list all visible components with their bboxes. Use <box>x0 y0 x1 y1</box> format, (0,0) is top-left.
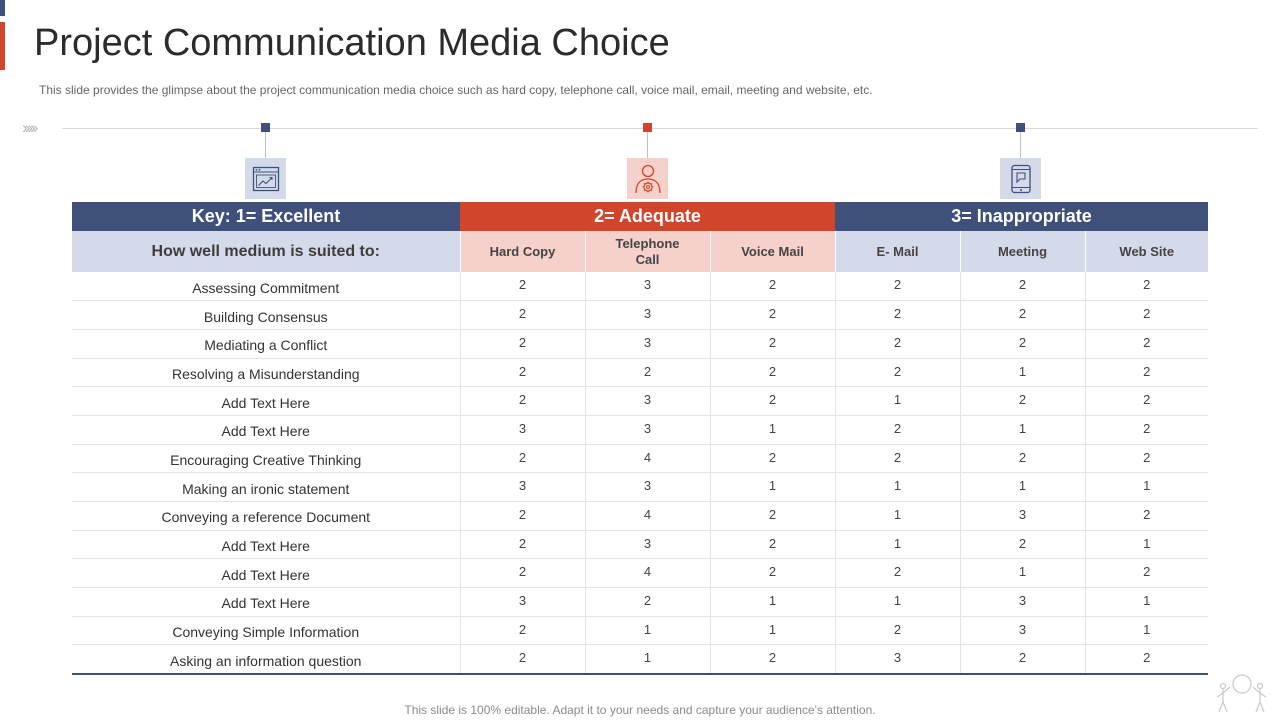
accent-bar-top <box>0 0 5 16</box>
rating-cell: 1 <box>960 415 1085 444</box>
column-header-hard-copy: Hard Copy <box>460 231 585 272</box>
rating-cell: 2 <box>710 502 835 531</box>
user-gear-icon <box>627 158 668 199</box>
rating-cell: 1 <box>710 415 835 444</box>
rating-cell: 4 <box>585 559 710 588</box>
column-header-web-site: Web Site <box>1085 231 1208 272</box>
timeline-line <box>62 128 1258 129</box>
rating-cell: 1 <box>1085 588 1208 617</box>
rating-cell: 1 <box>835 502 960 531</box>
chevrons-right-icon: ››››› <box>22 118 36 137</box>
mobile-chat-icon <box>1000 158 1041 199</box>
row-label: Add Text Here <box>72 588 460 617</box>
row-label: Add Text Here <box>72 530 460 559</box>
table-row <box>72 588 1208 617</box>
rating-cell: 2 <box>1085 329 1208 358</box>
rating-cell: 2 <box>710 530 835 559</box>
rating-cell: 2 <box>1085 444 1208 473</box>
rating-cell: 2 <box>960 444 1085 473</box>
rating-cell: 2 <box>460 645 585 674</box>
row-label: Conveying a reference Document <box>72 502 460 531</box>
timeline-stem-1 <box>265 132 266 158</box>
rating-cell: 2 <box>710 559 835 588</box>
rating-cell: 2 <box>960 329 1085 358</box>
table-row <box>72 272 1208 301</box>
title-accent-bar <box>0 22 5 70</box>
rating-cell: 2 <box>710 444 835 473</box>
column-header-email: E- Mail <box>835 231 960 272</box>
table-row <box>72 387 1208 416</box>
table-row <box>72 358 1208 387</box>
column-header-telephone-call: Telephone Call <box>585 231 710 272</box>
table-row <box>72 645 1208 674</box>
rating-cell: 3 <box>460 588 585 617</box>
row-label: Building Consensus <box>72 301 460 330</box>
timeline-stem-3 <box>1020 132 1021 158</box>
key-row <box>72 202 1208 231</box>
rating-cell: 1 <box>1085 616 1208 645</box>
browser-chart-icon <box>245 158 286 199</box>
rating-cell: 1 <box>710 473 835 502</box>
rating-cell: 3 <box>960 502 1085 531</box>
rating-cell: 2 <box>460 272 585 301</box>
rating-cell: 1 <box>1085 473 1208 502</box>
rating-cell: 2 <box>460 530 585 559</box>
rating-cell: 3 <box>585 329 710 358</box>
row-label: Mediating a Conflict <box>72 329 460 358</box>
rating-cell: 2 <box>1085 301 1208 330</box>
rating-cell: 1 <box>960 358 1085 387</box>
rating-cell: 3 <box>960 588 1085 617</box>
rating-cell: 3 <box>585 473 710 502</box>
table-row <box>72 329 1208 358</box>
rating-cell: 2 <box>710 272 835 301</box>
table-row <box>72 502 1208 531</box>
rating-cell: 3 <box>585 272 710 301</box>
rating-cell: 2 <box>460 444 585 473</box>
rating-cell: 2 <box>835 301 960 330</box>
rating-cell: 2 <box>835 358 960 387</box>
rating-cell: 1 <box>710 616 835 645</box>
rating-cell: 2 <box>460 616 585 645</box>
table-body <box>72 272 1208 674</box>
rating-cell: 2 <box>835 329 960 358</box>
rating-cell: 2 <box>710 645 835 674</box>
rating-cell: 2 <box>460 387 585 416</box>
rating-cell: 3 <box>585 530 710 559</box>
rating-cell: 2 <box>710 358 835 387</box>
rating-cell: 2 <box>585 588 710 617</box>
rating-cell: 2 <box>710 329 835 358</box>
rating-cell: 2 <box>1085 559 1208 588</box>
rating-cell: 3 <box>460 473 585 502</box>
key-inappropriate: 3= Inappropriate <box>835 202 1208 231</box>
column-header-meeting: Meeting <box>960 231 1085 272</box>
table-row <box>72 473 1208 502</box>
table-row <box>72 559 1208 588</box>
rating-cell: 2 <box>1085 415 1208 444</box>
page-subtitle: This slide provides the glimpse about the project communication media choice such as hard copy, telephone call, voice mail, email, meeting and website, etc. <box>39 83 873 97</box>
key-excellent: Key: 1= Excellent <box>72 202 460 231</box>
timeline-node-2 <box>643 123 652 132</box>
row-label: Resolving a Misunderstanding <box>72 358 460 387</box>
rating-cell: 4 <box>585 502 710 531</box>
rating-cell: 2 <box>1085 645 1208 674</box>
rating-cell: 3 <box>835 645 960 674</box>
rating-cell: 2 <box>960 301 1085 330</box>
rating-cell: 1 <box>585 616 710 645</box>
table-row <box>72 301 1208 330</box>
rating-cell: 1 <box>835 473 960 502</box>
row-label: Add Text Here <box>72 387 460 416</box>
timeline-stem-2 <box>647 132 648 158</box>
table-row <box>72 415 1208 444</box>
rating-cell: 2 <box>835 444 960 473</box>
row-label: Add Text Here <box>72 559 460 588</box>
rating-cell: 3 <box>585 387 710 416</box>
rating-cell: 1 <box>710 588 835 617</box>
column-header-voice-mail: Voice Mail <box>710 231 835 272</box>
people-lifting-icon <box>1208 672 1272 720</box>
table-row <box>72 530 1208 559</box>
row-label: Making an ironic statement <box>72 473 460 502</box>
table-row <box>72 444 1208 473</box>
rating-cell: 2 <box>460 502 585 531</box>
row-header-label: How well medium is suited to: <box>72 231 460 272</box>
rating-cell: 2 <box>960 645 1085 674</box>
row-label: Assessing Commitment <box>72 272 460 301</box>
rating-cell: 2 <box>835 415 960 444</box>
rating-cell: 1 <box>835 530 960 559</box>
rating-cell: 1 <box>835 588 960 617</box>
row-label: Encouraging Creative Thinking <box>72 444 460 473</box>
key-adequate: 2= Adequate <box>460 202 835 231</box>
row-label: Asking an information question <box>72 645 460 674</box>
rating-cell: 3 <box>585 301 710 330</box>
rating-cell: 2 <box>1085 358 1208 387</box>
timeline-node-3 <box>1016 123 1025 132</box>
rating-cell: 2 <box>835 616 960 645</box>
media-choice-table <box>72 202 1208 675</box>
row-label: Conveying Simple Information <box>72 616 460 645</box>
footer-note: This slide is 100% editable. Adapt it to your needs and capture your audience's attention. <box>404 703 876 717</box>
rating-cell: 2 <box>960 530 1085 559</box>
rating-cell: 2 <box>710 301 835 330</box>
rating-cell: 2 <box>960 272 1085 301</box>
rating-cell: 2 <box>460 301 585 330</box>
rating-cell: 2 <box>1085 387 1208 416</box>
rating-cell: 1 <box>585 645 710 674</box>
page-title: Project Communication Media Choice <box>34 22 670 64</box>
rating-cell: 2 <box>460 358 585 387</box>
rating-cell: 1 <box>1085 530 1208 559</box>
rating-cell: 1 <box>835 387 960 416</box>
rating-cell: 3 <box>460 415 585 444</box>
rating-cell: 2 <box>710 387 835 416</box>
rating-cell: 2 <box>585 358 710 387</box>
rating-cell: 2 <box>1085 272 1208 301</box>
rating-cell: 3 <box>960 616 1085 645</box>
rating-cell: 2 <box>460 559 585 588</box>
rating-cell: 2 <box>460 329 585 358</box>
rating-cell: 2 <box>835 272 960 301</box>
timeline-node-1 <box>261 123 270 132</box>
rating-cell: 3 <box>585 415 710 444</box>
row-label: Add Text Here <box>72 415 460 444</box>
column-header-row <box>72 231 1208 272</box>
rating-cell: 2 <box>1085 502 1208 531</box>
rating-cell: 2 <box>835 559 960 588</box>
rating-cell: 2 <box>960 387 1085 416</box>
rating-cell: 4 <box>585 444 710 473</box>
rating-cell: 1 <box>960 473 1085 502</box>
table-row <box>72 616 1208 645</box>
rating-cell: 1 <box>960 559 1085 588</box>
